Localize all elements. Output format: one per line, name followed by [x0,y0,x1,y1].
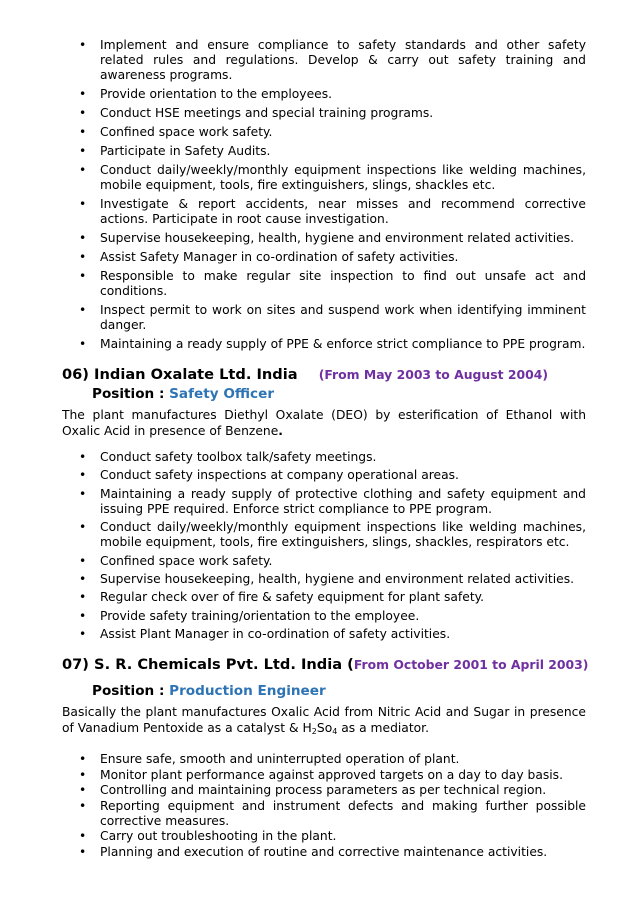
position-label: Position : [92,683,170,700]
list-item: • Conduct safety toolbox talk/safety meetings. [62,450,586,465]
position-label: Position : [92,386,170,402]
list-item: • Regular check over of fire & safety equipment for plant safety. [62,590,586,605]
list-item: • Provide safety training/orientation to the employee. [62,609,586,624]
list-item: • Controlling and maintaining process parameters as per technical region. [62,783,586,798]
position-title: Safety Officer [169,386,275,402]
company-description [62,705,586,736]
employment-dates: From October 2001 to April 2003) [353,657,589,673]
list-item: • Supervise housekeeping, health, hygiene and environment related activities. [62,231,586,246]
list-item: • Conduct HSE meetings and special training programs. [62,106,586,121]
list-item: • Confined space work safety. [62,125,586,140]
employment-dates: (From May 2003 to August 2004) [318,367,548,382]
position-title: Production Engineer [169,683,326,700]
subscript: 4 [332,726,338,736]
company-name: 07) S. R. Chemicals Pvt. Ltd. India ( [62,656,354,674]
section-06-heading [62,366,586,384]
list-item: • Carry out troubleshooting in the plant. [62,829,586,844]
duties-list-05 [62,38,586,352]
section-07-heading [62,656,589,674]
position-line [62,683,586,700]
description-period: . [278,423,283,438]
list-item: • Supervise housekeeping, health, hygiene and environment related activities. [62,572,586,587]
list-item: • Responsible to make regular site inspection to find out unsafe act and conditions. [62,269,586,299]
list-item: • Monitor plant performance against approved targets on a day to day basis. [62,768,586,783]
company-description [62,408,586,439]
list-item: • Conduct daily/weekly/monthly equipment inspections like welding machines, mobile equipment, tools, fire extinguishers, slings, shackles, respirators etc. [62,520,586,550]
section-06 [62,366,586,642]
list-item: • Maintaining a ready supply of PPE & enforce strict compliance to PPE program. [62,337,586,352]
list-item: • Provide orientation to the employees. [62,87,586,102]
list-item: • Maintaining a ready supply of protective clothing and safety equipment and issuing PPE required. Enforce strict compliance to PPE program. [62,487,586,517]
list-item: • Ensure safe, smooth and uninterrupted operation of plant. [62,752,586,767]
list-item: • Inspect permit to work on sites and suspend work when identifying imminent danger. [62,303,586,333]
list-item: • Reporting equipment and instrument defects and making further possible corrective measures. [62,799,586,829]
subscript: 2 [311,726,317,736]
list-item: • Confined space work safety. [62,554,586,569]
section-07 [62,656,589,860]
duties-list-06 [62,450,586,642]
list-item: • Conduct daily/weekly/monthly equipment inspections like welding machines, mobile equipment, tools, fire extinguishers, slings, shackles etc. [62,163,586,193]
description-text: as a mediator. [337,720,430,735]
duties-list-07 [62,752,586,860]
description-text: So [316,720,333,735]
description-text: The plant manufactures Diethyl Oxalate (DEO) by esterification of Ethanol with Oxalic Acid in presence of Benzene [62,408,586,438]
position-line [62,386,586,403]
company-name: 06) Indian Oxalate Ltd. India [62,366,298,383]
list-item: • Planning and execution of routine and corrective maintenance activities. [62,845,586,860]
list-item: • Assist Plant Manager in co-ordination of safety activities. [62,627,586,642]
list-item: • Conduct safety inspections at company operational areas. [62,468,586,483]
list-item: • Assist Safety Manager in co-ordination of safety activities. [62,250,586,265]
description-text: Basically the plant manufactures Oxalic Acid from Nitric Acid and Sugar in presence of Vanadium Pentoxide as a catalyst & H [62,705,586,735]
list-item: • Participate in Safety Audits. [62,144,586,159]
resume-page [62,38,589,860]
list-item: • Investigate & report accidents, near misses and recommend corrective actions. Participate in root cause investigation. [62,197,586,227]
list-item: • Implement and ensure compliance to safety standards and other safety related rules and regulations. Develop & carry out safety training and awareness programs. [62,38,586,83]
